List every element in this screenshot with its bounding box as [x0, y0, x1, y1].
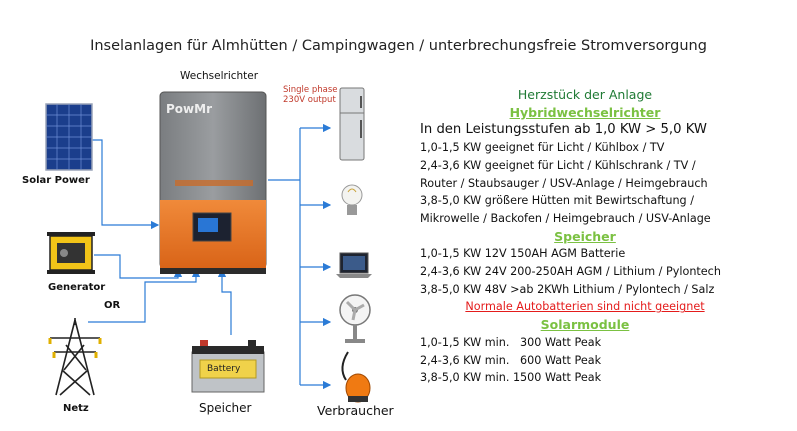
solar-panel-icon: [46, 104, 92, 170]
page-title: Inselanlagen für Almhütten / Campingwagen / unterbrechungsfreie Stromversorgung: [90, 38, 707, 54]
storage-line: 1,0-1,5 KW 12V 150AH AGM Batterie: [420, 247, 626, 261]
generator-icon: [47, 232, 95, 274]
info-heading: Herzstück der Anlage: [517, 87, 653, 102]
inverter-line: 3,8-5,0 KW größere Hütten mit Bewirtschaftung /: [420, 194, 694, 208]
fan-icon: [340, 295, 370, 343]
hybrid-title: Hybridwechselrichter: [509, 104, 661, 120]
solar-line: 2,4-3,6 KW min. 600 Watt Peak: [420, 353, 602, 367]
inverter-label: Wechselrichter: [180, 70, 259, 82]
consumers-label: Verbraucher: [317, 403, 394, 418]
solar-label: Solar Power: [22, 175, 90, 186]
output-note-line1: Single phase: [283, 85, 338, 95]
fridge-icon: [340, 88, 364, 160]
or-label: OR: [104, 300, 121, 311]
battery-text: Battery: [207, 364, 241, 374]
grid-label: Netz: [63, 403, 89, 414]
solar-line: 3,8-5,0 KW min. 1500 Watt Peak: [420, 371, 602, 385]
warning-text: Normale Autobatterien sind nicht geeignet: [465, 300, 705, 314]
light-bulb-icon: [342, 185, 362, 215]
generator-label: Generator: [48, 282, 106, 293]
inverter-line: 2,4-3,6 KW geeignet für Licht / Kühlschrank / TV /: [420, 158, 696, 172]
grid-tower-icon: [50, 318, 100, 395]
storage-line: 2,4-3,6 KW 24V 200-250AH AGM / Lithium / Pylontech: [420, 265, 721, 279]
storage-line: 3,8-5,0 KW 48V >ab 2KWh Lithium / Pylontech / Salz: [420, 282, 715, 296]
output-note: [283, 85, 337, 105]
inverter-line: Router / Staubsauger / USV-Anlage / Heimgebrauch: [420, 176, 708, 190]
solar-title: Solarmodule: [540, 317, 630, 333]
inverter-line: 1,0-1,5 KW geeignet für Licht / Kühlbox / TV: [420, 141, 665, 155]
laptop-icon: [336, 253, 372, 278]
inverter-icon: [160, 92, 266, 274]
power-range: In den Leistungsstufen ab 1,0 KW > 5,0 KW: [420, 122, 707, 138]
output-note-line2: 230V output: [283, 95, 336, 105]
inverter-line: Mikrowelle / Backofen / Heimgebrauch / USV-Anlage: [420, 211, 711, 225]
vacuum-cleaner-icon: [342, 352, 370, 402]
solar-line: 1,0-1,5 KW min. 300 Watt Peak: [420, 335, 602, 349]
info-panel: [420, 86, 750, 387]
storage-label: Speicher: [199, 401, 252, 415]
storage-title: Speicher: [554, 228, 616, 244]
inverter-brand: PowMr: [166, 102, 212, 116]
